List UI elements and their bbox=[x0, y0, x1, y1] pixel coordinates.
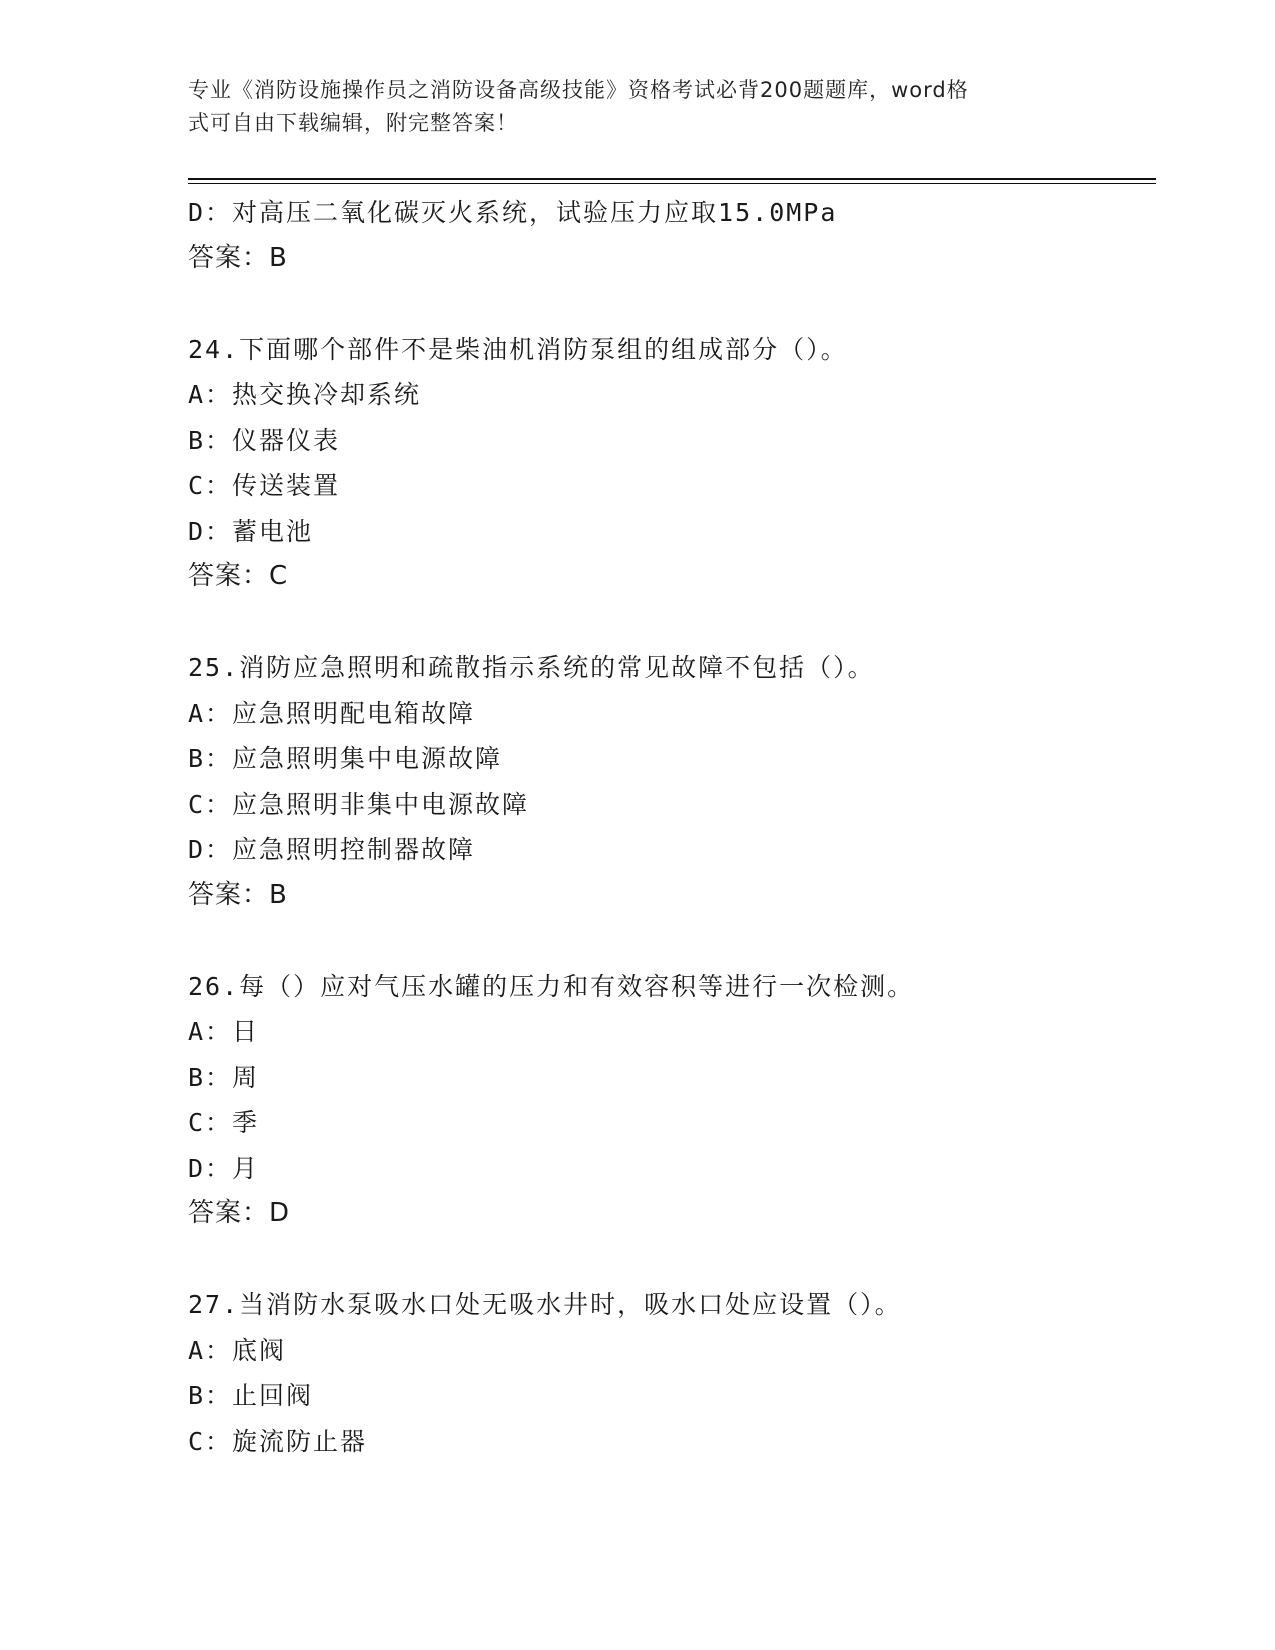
header-line-2: 式可自由下载编辑，附完整答案！ bbox=[188, 111, 518, 135]
option-d: D：月 bbox=[188, 1153, 260, 1183]
header-line-1: 专业《消防设施操作员之消防设备高级技能》资格考试必背200题题库，word格 bbox=[188, 78, 969, 102]
answer-line: 答案：B bbox=[188, 879, 288, 910]
option-c: C：传送装置 bbox=[188, 471, 341, 500]
option-c: C：季 bbox=[188, 1108, 260, 1137]
question-block-25 bbox=[188, 645, 1156, 918]
option-c: C：旋流防止器 bbox=[188, 1426, 368, 1456]
document-header bbox=[188, 74, 1078, 140]
question-list bbox=[188, 190, 1156, 1464]
option-a: A：日 bbox=[188, 1017, 260, 1046]
question-block-23 bbox=[188, 190, 1156, 281]
question-block-27 bbox=[188, 1282, 1156, 1464]
header-divider-thick bbox=[188, 178, 1156, 180]
header-divider-thin bbox=[188, 183, 1156, 184]
question-block-24 bbox=[188, 327, 1156, 600]
option-d: D：应急照明控制器故障 bbox=[188, 835, 476, 864]
option-a: A：底阀 bbox=[188, 1335, 287, 1365]
answer-line: 答案：C bbox=[188, 561, 289, 591]
option-b: B：止回阀 bbox=[188, 1381, 314, 1410]
option-d: D：对高压二氧化碳灭火系统，试验压力应取15.0MPa bbox=[188, 198, 838, 227]
question-stem: 26.每（）应对气压水罐的压力和有效容积等进行一次检测。 bbox=[188, 971, 915, 1001]
option-c: C：应急照明非集中电源故障 bbox=[188, 789, 530, 819]
option-a: A：应急照明配电箱故障 bbox=[188, 698, 476, 728]
option-b: B：仪器仪表 bbox=[188, 425, 341, 455]
spacer bbox=[188, 918, 1156, 964]
spacer bbox=[188, 281, 1156, 327]
option-b: B：周 bbox=[188, 1062, 260, 1092]
question-block-26 bbox=[188, 964, 1156, 1237]
spacer bbox=[188, 1237, 1156, 1283]
spacer bbox=[188, 600, 1156, 646]
option-b: B：应急照明集中电源故障 bbox=[188, 744, 503, 773]
answer-line: 答案：B bbox=[188, 242, 288, 273]
question-stem: 27.当消防水泵吸水口处无吸水井时，吸水口处应设置（）。 bbox=[188, 1290, 902, 1319]
answer-line: 答案：D bbox=[188, 1198, 291, 1228]
option-a: A：热交换冷却系统 bbox=[188, 380, 422, 409]
option-d: D：蓄电池 bbox=[188, 516, 314, 546]
question-stem: 25.消防应急照明和疏散指示系统的常见故障不包括（）。 bbox=[188, 653, 875, 682]
question-stem: 24.下面哪个部件不是柴油机消防泵组的组成部分（）。 bbox=[188, 334, 848, 364]
